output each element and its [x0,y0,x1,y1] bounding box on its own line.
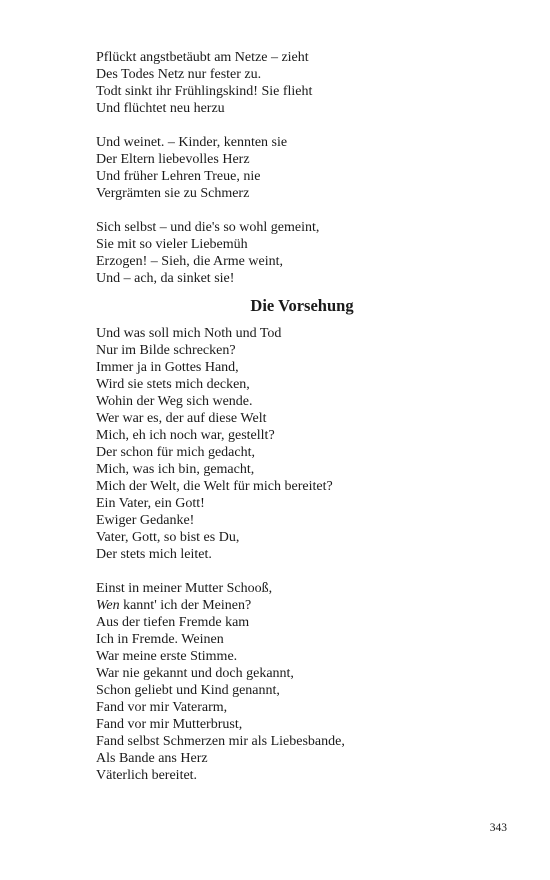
poem2-stanza-2 [96,580,516,784]
verse-line: Des Todes Netz nur fester zu. [96,67,262,82]
verse-line: Mich, eh ich noch war, gestellt? [96,428,275,443]
verse-line: Vater, Gott, so bist es Du, [96,530,240,545]
stanza-gap [96,117,516,134]
verse-line: Der stets mich leitet. [96,547,212,562]
italic-word: Wen [96,598,120,613]
verse-line: Sich selbst – und die's so wohl gemeint, [96,220,320,235]
verse-line: Mich der Welt, die Welt für mich bereitet? [96,479,333,494]
verse-line: Fand vor mir Vaterarm, [96,700,228,715]
verse-line: War nie gekannt und doch gekannt, [96,666,294,681]
stanza-gap [96,202,516,219]
poem-title: Die Vorsehung [250,296,354,315]
verse-line: Wohin der Weg sich wende. [96,394,253,409]
verse-line: Und früher Lehren Treue, nie [96,169,261,184]
verse-line: Pflückt angstbetäubt am Netze – zieht [96,50,309,65]
verse-line: Immer ja in Gottes Hand, [96,360,239,375]
verse-line: Einst in meiner Mutter Schooß, [96,581,273,596]
verse-line: Mich, was ich bin, gemacht, [96,462,255,477]
verse-line: Der schon für mich gedacht, [96,445,255,460]
verse-line: Ein Vater, ein Gott! [96,496,205,511]
verse-line: Erzogen! – Sieh, die Arme weint, [96,254,284,269]
verse-line: Und was soll mich Noth und Tod [96,326,282,341]
verse-line: Wer war es, der auf diese Welt [96,411,267,426]
page-number: 343 [489,822,507,834]
verse-line-rest: kannt' ich der Meinen? [119,598,252,613]
verse-line: Und – ach, da sinket sie! [96,271,235,286]
verse-line: Todt sinkt ihr Frühlingskind! Sie flieht [96,84,313,99]
verse-line: Aus der tiefen Fremde kam [96,615,250,630]
verse-line: Wird sie stets mich decken, [96,377,250,392]
poem1-stanza-3 [96,219,516,287]
poem-title-block [96,287,508,325]
verse-line: Als Bande ans Herz [96,751,208,766]
verse-line: Der Eltern liebevolles Herz [96,152,250,167]
verse-line: Und weinet. – Kinder, kennten sie [96,135,288,150]
verse-line: Sie mit so vieler Liebemüh [96,237,248,252]
poem1-stanza-1 [96,49,516,117]
verse-line: War meine erste Stimme. [96,649,238,664]
poem2-stanza-1 [96,325,516,563]
poem1-stanza-2 [96,134,516,202]
verse-line: Fand selbst Schmerzen mir als Liebesbande, [96,734,345,749]
verse-line: Nur im Bilde schrecken? [96,343,236,358]
verse-line: Ewiger Gedanke! [96,513,195,528]
verse-line-mixed [96,597,516,614]
verse-line: Vergrämten sie zu Schmerz [96,186,250,201]
verse-line: Schon geliebt und Kind genannt, [96,683,280,698]
page-content [96,49,516,784]
stanza-gap [96,563,516,580]
verse-line: Und flüchtet neu herzu [96,101,225,116]
verse-line: Fand vor mir Mutterbrust, [96,717,243,732]
verse-line: Väterlich bereitet. [96,768,198,783]
verse-line: Ich in Fremde. Weinen [96,632,224,647]
